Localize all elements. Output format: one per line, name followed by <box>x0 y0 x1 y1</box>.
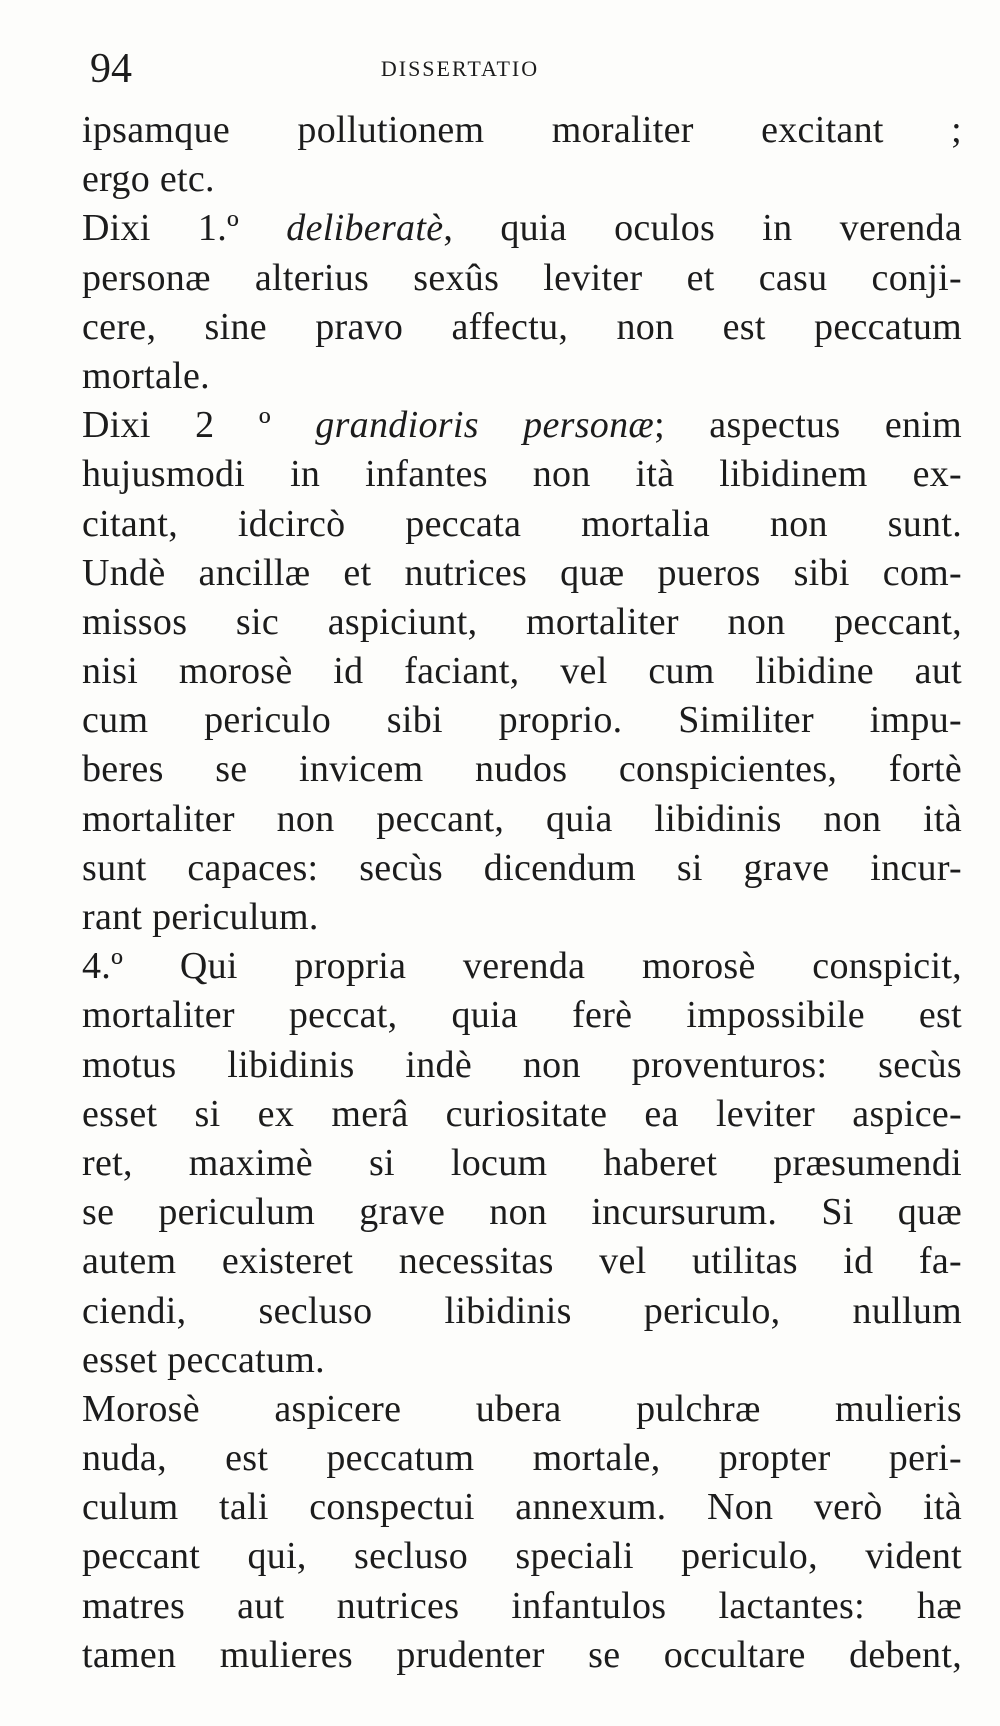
text-line: motus libidinis indè non proventuros: secùs <box>82 1043 962 1086</box>
text-line: esset si ex merâ curiositate ea leviter aspice- <box>82 1092 962 1135</box>
text-line: mortaliter non peccant, quia libidinis non ità <box>82 797 962 840</box>
text-line: nisi morosè id faciant, vel cum libidine aut <box>82 650 962 693</box>
text-line: personæ alterius sexûs leviter et casu conji- <box>82 256 962 299</box>
text-line: Morosè aspicere ubera pulchræ mulieris <box>82 1387 962 1430</box>
text-line: ergo etc. <box>82 158 215 201</box>
text-line: hujusmodi in infantes non ità libidinem ex- <box>82 453 962 496</box>
text-line: Undè ancillæ et nutrices quæ pueros sibi com- <box>82 551 962 594</box>
text-line: cum periculo sibi proprio. Similiter impu- <box>82 699 962 742</box>
text-line: tamen mulieres prudenter se occultare debent, <box>82 1633 962 1676</box>
text-line: sunt capaces: secùs dicendum si grave incur- <box>82 846 962 889</box>
text-line: beres se invicem nudos conspicientes, fortè <box>82 748 962 791</box>
running-title: DISSERTATIO <box>380 56 540 81</box>
text-line: se periculum grave non incursurum. Si quæ <box>82 1191 962 1234</box>
text-line: Dixi 1.º deliberatè, quia oculos in verenda <box>82 207 962 250</box>
text-line: missos sic aspiciunt, mortaliter non peccant, <box>82 600 962 643</box>
text-line: ret, maximè si locum haberet præsumendi <box>82 1141 962 1184</box>
text-line: citant, idcircò peccata mortalia non sunt. <box>82 502 962 545</box>
text-line: ciendi, secluso libidinis periculo, nullum <box>82 1289 962 1332</box>
text-line: mortale. <box>82 354 210 397</box>
text-line: peccant qui, secluso speciali periculo, vident <box>82 1535 962 1578</box>
text-line: ipsamque pollutionem moraliter excitant ; <box>82 109 962 151</box>
running-head <box>90 44 950 94</box>
text-line: mortaliter peccat, quia ferè impossibile est <box>82 994 962 1037</box>
text-line: culum tali conspectui annexum. Non verò ità <box>82 1486 962 1529</box>
text-line: 4.º Qui propria verenda morosè conspicit, <box>82 945 962 988</box>
body-text <box>82 106 962 1680</box>
text-line: Dixi 2 º grandioris personæ; aspectus enim <box>82 404 963 447</box>
text-line: rant periculum. <box>82 896 319 938</box>
page-number: 94 <box>90 46 132 92</box>
text-line: esset peccatum. <box>82 1338 325 1381</box>
text-line: autem existeret necessitas vel utilitas id fa- <box>82 1240 962 1283</box>
text-line: nuda, est peccatum mortale, propter peri- <box>82 1437 962 1480</box>
text-line: matres aut nutrices infantulos lactantes: hæ <box>82 1584 962 1627</box>
text-line: cere, sine pravo affectu, non est peccatum <box>82 305 962 348</box>
